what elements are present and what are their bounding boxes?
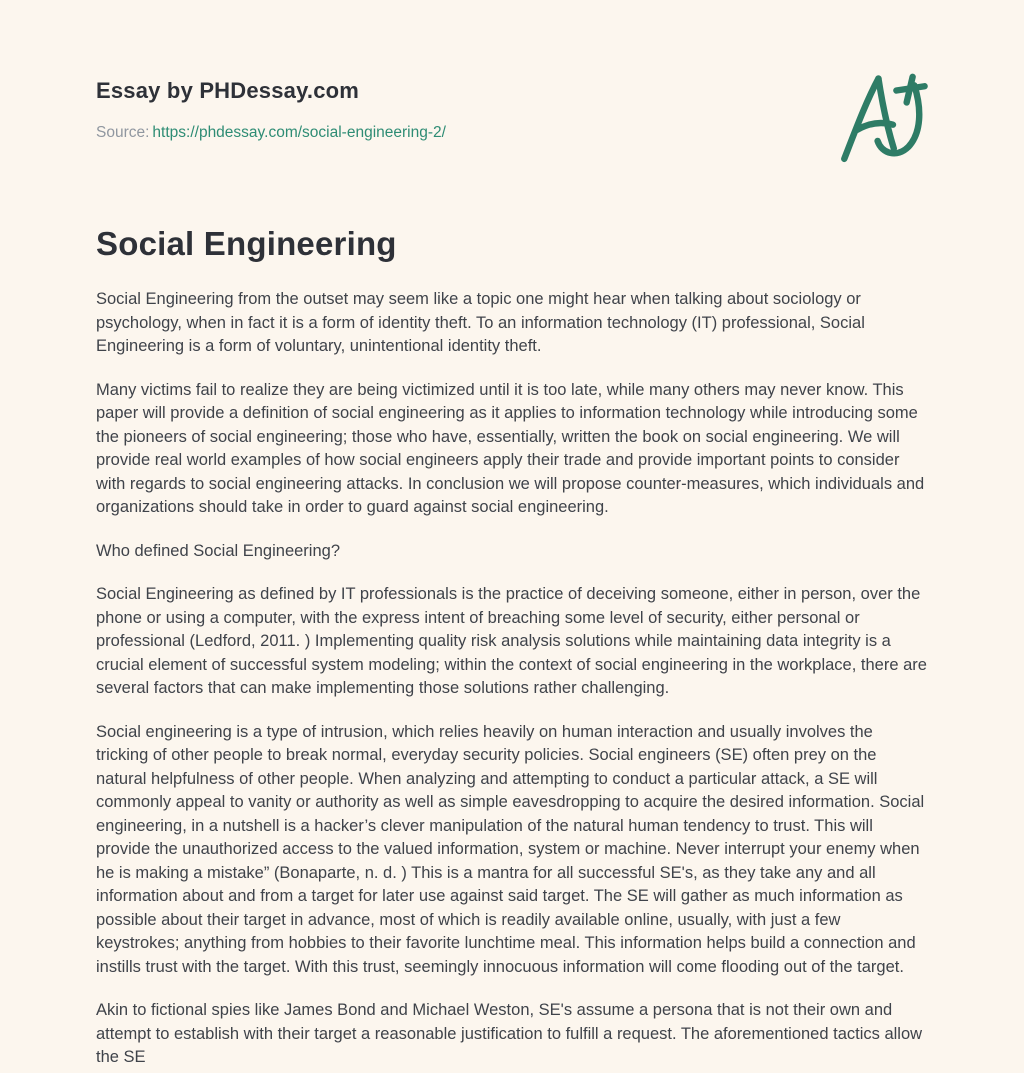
source-label: Source:: [96, 124, 150, 141]
essay-paragraph-4: Social Engineering as defined by IT professionals is the practice of deceiving someone, either in person, over the phone or using a computer, with the express intent of breaching some level of security, either personal or professional (Ledford, 2011. ) Implementing quality risk analysis solutions while maintaining data integrity is a crucial element of successful system modeling; within the context of social engineering in the workplace, there are several factors that can make implementing those solutions rather challenging.: [96, 585, 927, 697]
header-text-block: [96, 66, 446, 143]
essay-paragraph-5: Social engineering is a type of intrusion, which relies heavily on human interaction and usually involves the tricking of other people to break normal, everyday security policies. Social engineers (SE) often prey on the natural helpfulness of other people. When analyzing and attempting to conduct a particular attack, a SE will commonly appeal to vanity or authority as well as simple eavesdropping to acquire the desired information. Social engineering, in a nutshell is a hacker’s clever manipulation of the natural human tendency to trust. This will provide the unauthorized access to the valued information, system or machine. Never interrupt your enemy when he is making a mistake” (Bonaparte, n. d. ) This is a mantra for all successful SE's, as they take any and all information about and from a target for later use against said target. The SE will gather as much information as possible about their target in advance, most of which is readily available online, usually, with just a few keystrokes; anything from hobbies to their favorite lunchtime meal. This information helps build a connection and instills trust with the target. With this trust, seemingly innocuous information will come flooding out of the target.: [96, 722, 925, 976]
page-header: [96, 66, 928, 164]
essay-paragraph-3: Who defined Social Engineering?: [96, 541, 340, 560]
essay-paragraph-1: Social Engineering from the outset may seem like a topic one might hear when talking about sociology or psychology, when in fact it is a form of identity theft. To an information technology (IT) professional, Social Engineering is a form of voluntary, unintentional identity theft.: [96, 290, 865, 355]
site-title: Essay by PHDessay.com: [96, 78, 360, 103]
essay-paragraph-6: Akin to fictional spies like James Bond and Michael Weston, SE's assume a persona that is not their own and attempt to establish with their target a reasonable justification to fulfill a request. The aforementioned tactics allow the SE: [96, 1001, 923, 1066]
essay-body: [96, 288, 928, 1070]
phdessay-a-plus-logo-icon: [834, 70, 928, 164]
essay-paragraph-2: Many victims fail to realize they are being victimized until it is too late, while many others may never know. This paper will provide a definition of social engineering as it applies to information technology while introducing some the pioneers of social engineering; those who have, essentially, written the book on social engineering. We will provide real world examples of how social engineers apply their trade and provide important points to consider with regards to social engineering attacks. In conclusion we will propose counter-measures, which individuals and organizations should take in order to guard against social engineering.: [96, 380, 925, 516]
essay-title: Social Engineering: [96, 225, 397, 262]
source-line: [96, 122, 446, 143]
source-link[interactable]: https://phdessay.com/social-engineering-2/: [152, 124, 446, 141]
